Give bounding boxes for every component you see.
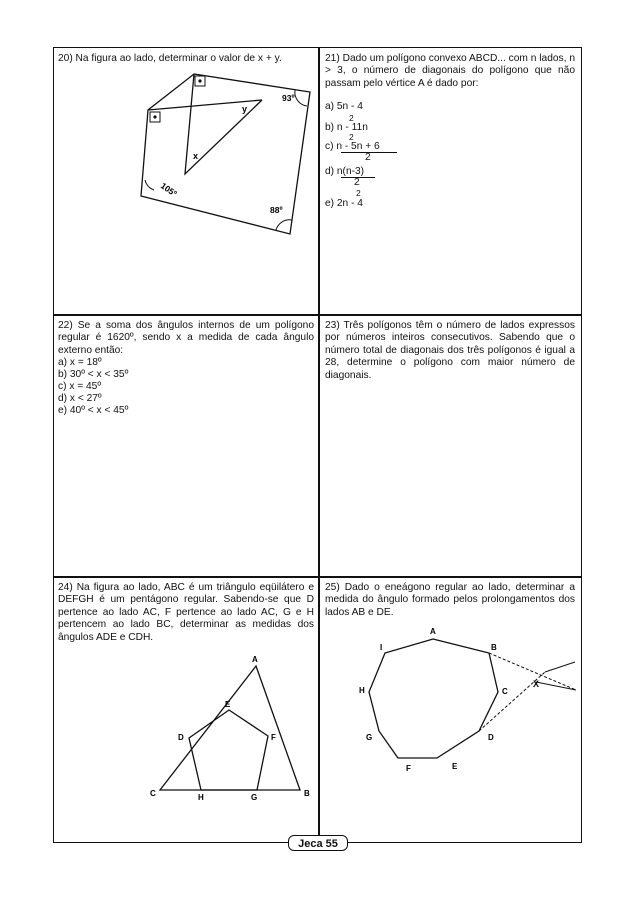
option-22-e: e) 40º < x < 45º — [58, 405, 129, 416]
page-footer-badge — [288, 835, 348, 851]
vertex-label-c: C — [150, 789, 156, 798]
extension-solid-helper-14 — [545, 660, 630, 672]
option-21-d-denominator: 2 — [354, 177, 360, 188]
question-23-statement: 23) Três polígonos têm o número de lados expressos por números inteiros consecutivos. Sabendo que o número total de diagonais dos três polígonos é igual a 28, determine o polígono com maior número de diagonais. — [325, 320, 575, 381]
option-22-d: d) x < 27º — [58, 393, 102, 404]
extension-solid-helper-3 — [541, 660, 630, 676]
extension-solid-helper-17 — [545, 660, 630, 672]
vertex-label-g: G — [251, 793, 258, 802]
option-22-b: b) 30º < x < 35º — [58, 369, 129, 380]
extension-solid-helper-16 — [545, 660, 630, 672]
angle-label-105: 105º — [158, 180, 179, 199]
extension-solid-helper-11 — [545, 660, 630, 672]
extension-solid-helper-6 — [548, 660, 630, 669]
extension-solid-helper-7 — [545, 660, 630, 672]
option-21-b-rest: - 11n — [342, 122, 368, 133]
question-22-statement: 22) Se a soma dos ângulos internos de um polígono regular é 1620º, sendo x a medida de cada ângulo externo então: — [58, 320, 314, 356]
option-22-a: a) x = 18º — [58, 357, 102, 368]
vertex-label-d: D — [488, 733, 494, 742]
angle-label-93: 93º — [282, 93, 295, 103]
extension-solid-helper-8 — [545, 660, 630, 672]
vertex-label-b: B — [304, 789, 310, 798]
extension-solid-helper-10 — [545, 660, 630, 672]
vertex-label-d: D — [178, 733, 184, 742]
extension-solid-helper-18 — [545, 660, 630, 672]
option-21-e-exponent: 2 — [356, 188, 361, 198]
option-22-c: c) x = 45º — [58, 381, 102, 392]
extension-solid-ab — [536, 682, 576, 690]
regular-nonagon — [369, 639, 498, 758]
vertex-label-h: H — [198, 793, 204, 802]
option-21-c-exponent: 2 — [349, 132, 354, 142]
extension-solid-de — [545, 662, 575, 672]
extension-solid-helper — [545, 660, 630, 672]
vertex-label-h: H — [359, 686, 365, 695]
option-21-d: d) n(n-3) — [325, 166, 365, 177]
option-21-c-numerator-rest: - 5n + 6 — [341, 141, 380, 152]
option-21-c-denominator: 2 — [365, 152, 371, 163]
option-21-b-base: b) n — [325, 122, 343, 133]
extension-solid-helper-9 — [545, 660, 630, 672]
option-21-c-numerator-base: c) n — [325, 141, 342, 152]
question-20-statement: 20) Na figura ao lado, determinar o valor de x + y. — [58, 53, 282, 64]
extension-solid-helper-13 — [545, 660, 630, 672]
extension-solid-helper-15 — [545, 660, 630, 672]
vertex-label-a: A — [252, 655, 258, 664]
extension-solid-helper-4 — [545, 659, 630, 672]
extension-solid-helper-5 — [545, 660, 630, 672]
question-25-statement: 25) Dado o eneágono regular ao lado, determinar a medida do ângulo formado pelos prolongamentos dos lados AB e DE. — [325, 582, 575, 618]
vertex-label-c: C — [502, 687, 508, 696]
page-number: Jeca 55 — [298, 838, 338, 850]
vertex-label-e: E — [452, 762, 458, 771]
question-21-statement: 21) Dado um polígono convexo ABCD... com n lados, n > 3, o número de diagonais do polígono que não passam pelo vértice A é dado por: — [325, 53, 575, 89]
vertex-label-f: F — [406, 764, 411, 773]
vertex-label-i: I — [380, 643, 383, 652]
angle-label-x: x — [193, 151, 199, 161]
vertex-label-e: E — [225, 700, 231, 709]
extension-solid-helper-12 — [545, 660, 630, 672]
extension-anchor — [545, 659, 630, 672]
angle-label-y: y — [242, 104, 248, 114]
vertex-label-f: F — [271, 733, 276, 742]
vertex-label-a: A — [430, 627, 436, 636]
angle-label-x: X — [533, 679, 540, 689]
option-21-b-exponent: 2 — [349, 113, 354, 123]
angle-label-88: 88º — [270, 205, 283, 215]
vertex-label-b: B — [491, 643, 497, 652]
option-21-e-rest: - 4 — [348, 198, 363, 209]
question-24-statement: 24) Na figura ao lado, ABC é um triângulo eqüilátero e DEFGH é um pentágono regular. Sabendo-se que D pertence ao lado AC, F pertence ao lado AC, G e H pertencem ao lado BC, determinar as medidas dos ângulos ADE e CDH. — [58, 582, 314, 643]
option-21-e-base: e) 2n — [325, 198, 349, 209]
vertex-label-g: G — [366, 733, 373, 742]
option-21-a: a) 5n - 4 — [325, 101, 363, 112]
